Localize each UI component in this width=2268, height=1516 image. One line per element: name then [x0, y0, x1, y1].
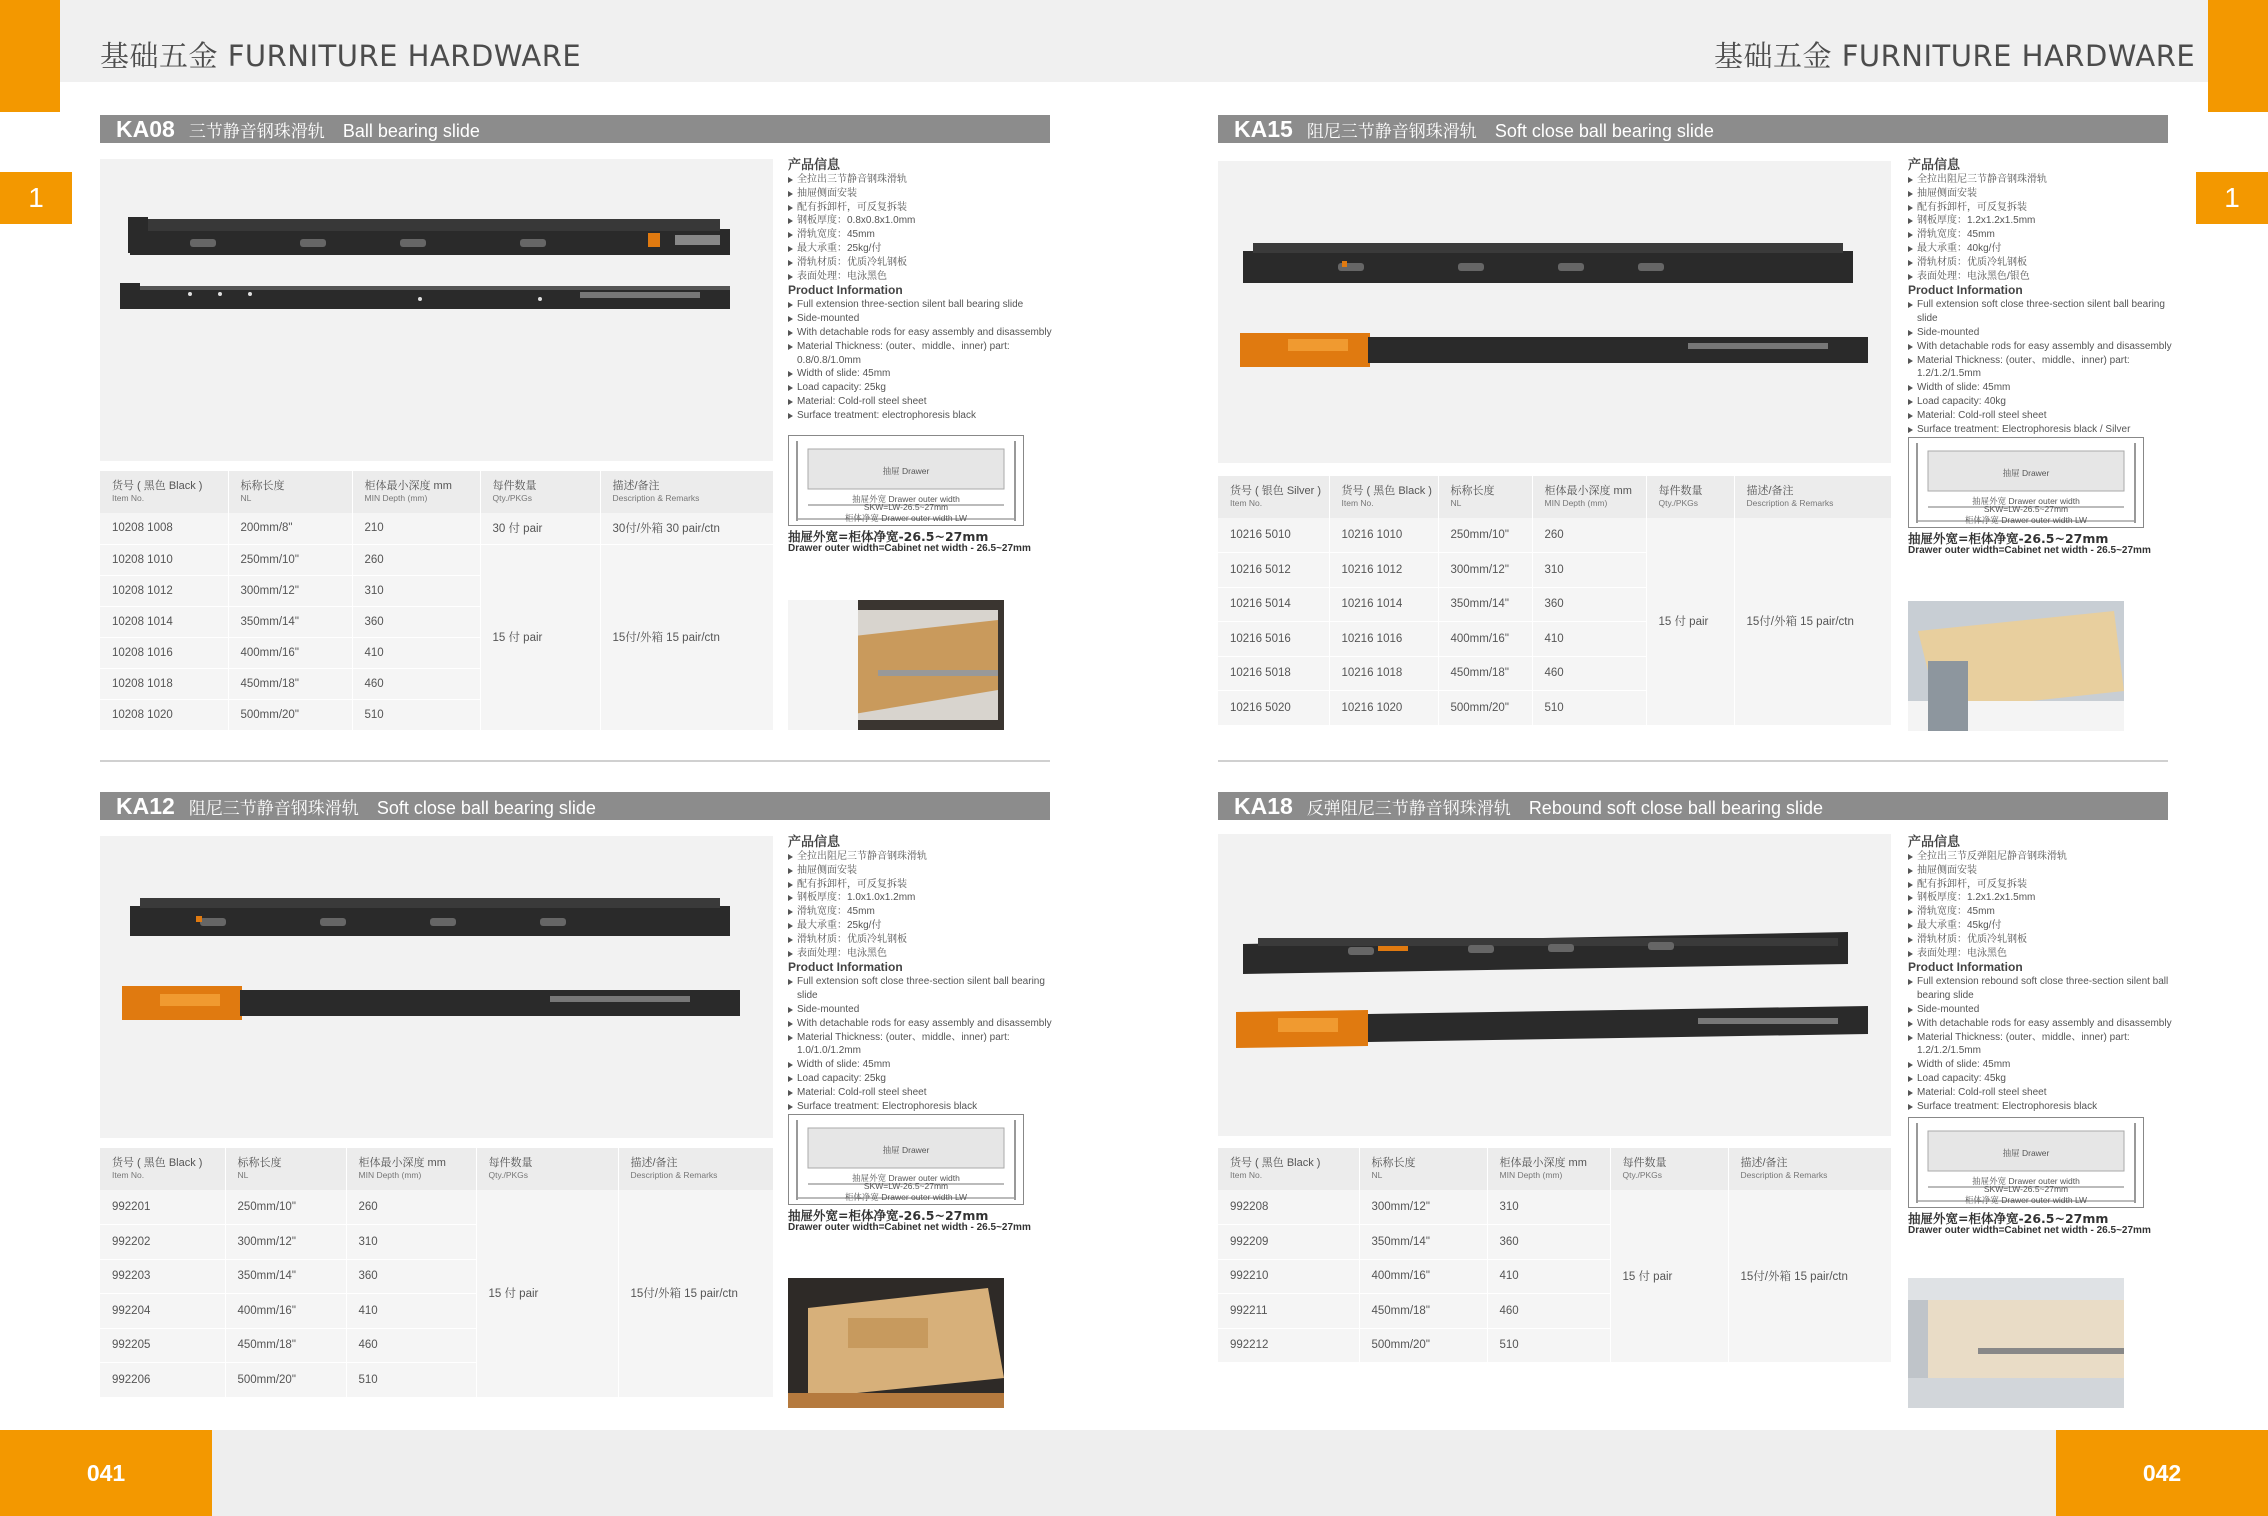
page-number: 041	[0, 1430, 212, 1516]
desc-cell: 15付/外箱 15 pair/ctn	[1728, 1190, 1891, 1363]
product-code: KA08	[116, 115, 175, 142]
table-row: 10208 1018 450mm/18" 460	[100, 668, 773, 699]
col-header: 描述/备注 Description & Remarks	[1734, 476, 1891, 518]
table-row: 992203 350mm/14" 360	[100, 1259, 773, 1294]
desc-cell: 15付/外箱 15 pair/ctn	[618, 1190, 773, 1397]
col-header: 货号 ( 黑色 Black ) Item No.	[100, 1148, 225, 1190]
table-row: 10216 5014 10216 1014 350mm/14" 360	[1218, 587, 1891, 622]
slide-photo	[100, 836, 773, 1138]
col-header: 标称长度 NL	[225, 1148, 346, 1190]
slide-illustration	[1218, 834, 1891, 1136]
table-row: 992209 350mm/14" 360	[1218, 1225, 1891, 1260]
drawer-diagram: 抽屉 Drawer 抽屉外宽 Drawer outer width SKW=LW-26.5~27mm 柜体净宽 Drawer outer width LW 抽屉外宽=柜体净宽-26.5~27mm Drawer outer width=Cabinet net width - 26.5~27mm	[1908, 437, 2144, 585]
table-row: 992201 250mm/10" 260 15 付 pair 15付/外箱 15 pair/ctn	[100, 1190, 773, 1225]
page-header: 基础五金 FURNITURE HARDWARE	[1714, 39, 2196, 73]
product-title-bar	[100, 792, 1050, 820]
product-title-bar	[100, 115, 1050, 143]
table-row: 10216 5012 10216 1012 300mm/12" 310	[1218, 553, 1891, 588]
info-heading-en: Product Information	[1908, 283, 2023, 298]
table-row: 992204 400mm/16" 410	[100, 1294, 773, 1329]
width-formula-en: Drawer outer width=Cabinet net width - 26.5~27mm	[1908, 545, 2151, 556]
col-header: 柜体最小深度 mm MIN Depth (mm)	[352, 471, 480, 513]
product-ka08	[100, 115, 1050, 755]
qty-cell: 15 付 pair	[1646, 518, 1734, 725]
product-ka12	[100, 792, 1050, 1432]
product-info: 产品信息 全拉出三节静音钢珠滑轨 抽屉侧面安装 配有拆卸杆，可反复拆装 钢板厚度：0.8x0.8x1.0mm 滑轨宽度：45mm 最大承重：25kg/付 滑轨材质：优质冷轧钢板 表面处理：电泳黑色 Product Information Full extension three-section silent ball bearing slide Side-mounted With detachable rods for easy assembly and disassembly Material Thickness: (outer、middle、inner) part: 0.8/0.8/1.0mm Width of slide: 45mm Load capacity: 25kg Material: Cold-roll steel sheet Surface treatment: electrophoresis black	[788, 157, 1052, 421]
drawer-photo-art	[1908, 1278, 2124, 1408]
table-row: 992208 300mm/12" 310 15 付 pair 15付/外箱 15 pair/ctn	[1218, 1190, 1891, 1225]
desc-cell: 15付/外箱 15 pair/ctn	[1734, 518, 1891, 725]
width-formula-zh: 抽屉外宽=柜体净宽-26.5~27mm	[1908, 1211, 2109, 1226]
orange-corner	[0, 0, 60, 112]
page-number: 042	[2056, 1430, 2268, 1516]
slide-illustration	[100, 159, 773, 461]
table-row: 10216 5016 10216 1016 400mm/16" 410	[1218, 622, 1891, 657]
product-ka18	[1218, 792, 2172, 1432]
width-formula-zh: 抽屉外宽=柜体净宽-26.5~27mm	[1908, 531, 2109, 546]
col-header: 标称长度 NL	[1438, 476, 1532, 518]
width-formula-en: Drawer outer width=Cabinet net width - 26.5~27mm	[788, 543, 1031, 554]
spec-table	[100, 471, 774, 731]
table-row: 992205 450mm/18" 460	[100, 1328, 773, 1363]
table-row: 992202 300mm/12" 310	[100, 1225, 773, 1260]
table-row: 992211 450mm/18" 460	[1218, 1294, 1891, 1329]
product-code: KA15	[1234, 115, 1293, 142]
desc-cell: 30付/外箱 30 pair/ctn	[600, 513, 773, 544]
slide-illustration	[1218, 161, 1891, 463]
spec-table	[1218, 476, 1892, 726]
info-heading-zh: 产品信息	[788, 157, 841, 172]
table-row: 10208 1014 350mm/14" 360	[100, 606, 773, 637]
drawer-photo	[788, 1278, 1004, 1408]
section-divider	[1218, 760, 2168, 762]
table-row: 992212 500mm/20" 510	[1218, 1328, 1891, 1363]
product-name-zh: 反弹阻尼三节静音钢珠滑轨	[1306, 798, 1511, 819]
section-divider	[100, 760, 1050, 762]
slide-photo	[100, 159, 773, 461]
info-heading-zh: 产品信息	[788, 834, 841, 849]
col-header: 描述/备注 Description & Remarks	[1728, 1148, 1891, 1190]
drawer-photo	[788, 600, 1004, 730]
drawer-diagram: 抽屉 Drawer 抽屉外宽 Drawer outer width SKW=LW-26.5~27mm 柜体净宽 Drawer outer width LW 抽屉外宽=柜体净宽-26.5~27mm Drawer outer width=Cabinet net width - 26.5~27mm	[1908, 1117, 2144, 1265]
qty-cell: 15 付 pair	[476, 1190, 618, 1397]
qty-cell: 15 付 pair	[480, 544, 600, 730]
col-header: 货号 ( 黑色 Black ) Item No.	[1329, 476, 1438, 518]
product-name-zh: 阻尼三节静音钢珠滑轨	[188, 798, 359, 819]
table-row: 992206 500mm/20" 510	[100, 1363, 773, 1398]
product-title-bar	[1218, 115, 2168, 143]
drawer-diagram: 抽屉 Drawer 抽屉外宽 Drawer outer width SKW=LW-26.5~27mm 柜体净宽 Drawer outer width LW 抽屉外宽=柜体净宽-26.5~27mm Drawer outer width=Cabinet net width - 26.5~27mm	[788, 435, 1024, 583]
table-row: 10216 5010 10216 1010 250mm/10" 260 15 付 pair 15付/外箱 15 pair/ctn	[1218, 518, 1891, 553]
col-header: 每件数量 Qty./PKGs	[480, 471, 600, 513]
col-header: 货号 ( 黑色 Black ) Item No.	[1218, 1148, 1359, 1190]
info-heading-zh: 产品信息	[1908, 834, 1961, 849]
info-heading-en: Product Information	[1908, 960, 2023, 975]
orange-corner	[2208, 0, 2268, 112]
product-name-en: Soft close ball bearing slide	[376, 797, 596, 818]
qty-cell: 15 付 pair	[1610, 1190, 1728, 1363]
col-header: 描述/备注 Description & Remarks	[618, 1148, 773, 1190]
table-row: 10216 5018 10216 1018 450mm/18" 460	[1218, 656, 1891, 691]
right-page	[1134, 0, 2268, 1516]
product-name-en: Rebound soft close ball bearing slide	[1528, 797, 1823, 818]
desc-cell: 15付/外箱 15 pair/ctn	[600, 544, 773, 730]
product-info: 产品信息 全拉出阻尼三节静音钢珠滑轨 抽屉侧面安装 配有拆卸杆，可反复拆装 钢板厚度：1.0x1.0x1.2mm 滑轨宽度：45mm 最大承重：25kg/付 滑轨材质：优质冷轧钢板 表面处理：电泳黑色 Product Information Full extension soft close three-section silent ball bearing slide Side-mounted With detachable rods for easy assembly and disassembly Material Thickness: (outer、middle、inner) part: 1.0/1.0/1.2mm Width of slide: 45mm Load capacity: 25kg Material: Cold-roll steel sheet Surface treatment: Electrophoresis black	[788, 834, 1052, 1112]
slide-photo	[1218, 161, 1891, 463]
slide-illustration	[100, 836, 773, 1138]
info-heading-zh: 产品信息	[1908, 157, 1961, 172]
product-name-zh: 三节静音钢珠滑轨	[188, 121, 325, 142]
width-formula-zh: 抽屉外宽=柜体净宽-26.5~27mm	[788, 529, 989, 544]
product-title-bar	[1218, 792, 2168, 820]
drawer-photo-art	[788, 1278, 1004, 1408]
product-code: KA12	[116, 792, 175, 819]
chapter-tab: 1	[2196, 172, 2268, 224]
table-row: 10208 1010 250mm/10" 260 15 付 pair 15付/外箱 15 pair/ctn	[100, 544, 773, 575]
col-header: 柜体最小深度 mm MIN Depth (mm)	[1532, 476, 1646, 518]
col-header: 柜体最小深度 mm MIN Depth (mm)	[1487, 1148, 1610, 1190]
product-code: KA18	[1234, 792, 1293, 819]
product-name-en: Ball bearing slide	[342, 120, 480, 141]
info-heading-en: Product Information	[788, 960, 903, 975]
spec-table	[100, 1148, 774, 1398]
col-header: 描述/备注 Description & Remarks	[600, 471, 773, 513]
drawer-photo	[1908, 1278, 2124, 1408]
product-name-zh: 阻尼三节静音钢珠滑轨	[1306, 121, 1477, 142]
product-info: 产品信息 全拉出阻尼三节静音钢珠滑轨 抽屉侧面安装 配有拆卸杆，可反复拆装 钢板厚度：1.2x1.2x1.5mm 滑轨宽度：45mm 最大承重：40kg/付 滑轨材质：优质冷轧钢板 表面处理：电泳黑色/银色 Product Information Full extension soft close three-section silent ball bearing slide Side-mounted With detachable rods for easy assembly and disassembly Material Thickness: (outer、middle、inner) part: 1.2/1.2/1.5mm Width of slide: 45mm Load capacity: 40kg Material: Cold-roll steel sheet Surface treatment: Electrophoresis black / Silver	[1908, 155, 2178, 436]
col-header: 每件数量 Qty./PKGs	[1610, 1148, 1728, 1190]
slide-photo	[1218, 834, 1891, 1136]
table-row: 10208 1020 500mm/20" 510	[100, 699, 773, 730]
product-info: 产品信息 全拉出三节反弹阻尼静音钢珠滑轨 抽屉侧面安装 配有拆卸杆，可反复拆装 钢板厚度：1.2x1.2x1.5mm 滑轨宽度：45mm 最大承重：45kg/付 滑轨材质：优质冷轧钢板 表面处理：电泳黑色 Product Information Full extension rebound soft close three-section silent ball bearing slide Side-mounted With detachable rods for easy assembly and disassembly Material Thickness: (outer、middle、inner) part: 1.2/1.2/1.5mm Width of slide: 45mm Load capacity: 45kg Material: Cold-roll steel sheet Surface treatment: Electrophoresis black	[1908, 832, 2178, 1113]
product-name-en: Soft close ball bearing slide	[1494, 120, 1714, 141]
col-header: 标称长度 NL	[228, 471, 352, 513]
table-row: 992210 400mm/16" 410	[1218, 1259, 1891, 1294]
col-header: 每件数量 Qty./PKGs	[1646, 476, 1734, 518]
product-ka15	[1218, 115, 2172, 755]
info-heading-en: Product Information	[788, 283, 903, 298]
drawer-photo-art	[788, 600, 1004, 730]
col-header: 标称长度 NL	[1359, 1148, 1487, 1190]
qty-cell: 30 付 pair	[480, 513, 600, 544]
table-row: 10208 1012 300mm/12" 310	[100, 575, 773, 606]
col-header: 每件数量 Qty./PKGs	[476, 1148, 618, 1190]
width-formula-en: Drawer outer width=Cabinet net width - 26.5~27mm	[788, 1222, 1031, 1233]
spec-table	[1218, 1148, 1892, 1363]
col-header: 货号 ( 银色 Silver ) Item No.	[1218, 476, 1329, 518]
width-formula-en: Drawer outer width=Cabinet net width - 26.5~27mm	[1908, 1225, 2151, 1236]
table-row: 10216 5020 10216 1020 500mm/20" 510	[1218, 691, 1891, 726]
chapter-tab: 1	[0, 172, 72, 224]
drawer-photo	[1908, 601, 2124, 731]
page-header: 基础五金 FURNITURE HARDWARE	[100, 39, 582, 73]
col-header: 货号 ( 黑色 Black ) Item No.	[100, 471, 228, 513]
table-row: 10208 1008 200mm/8" 210 30 付 pair 30付/外箱 30 pair/ctn	[100, 513, 773, 544]
drawer-photo-art	[1908, 601, 2124, 731]
width-formula-zh: 抽屉外宽=柜体净宽-26.5~27mm	[788, 1208, 989, 1223]
col-header: 柜体最小深度 mm MIN Depth (mm)	[346, 1148, 476, 1190]
table-row: 10208 1016 400mm/16" 410	[100, 637, 773, 668]
drawer-diagram: 抽屉 Drawer 抽屉外宽 Drawer outer width SKW=LW-26.5~27mm 柜体净宽 Drawer outer width LW 抽屉外宽=柜体净宽-26.5~27mm Drawer outer width=Cabinet net width - 26.5~27mm	[788, 1114, 1024, 1262]
